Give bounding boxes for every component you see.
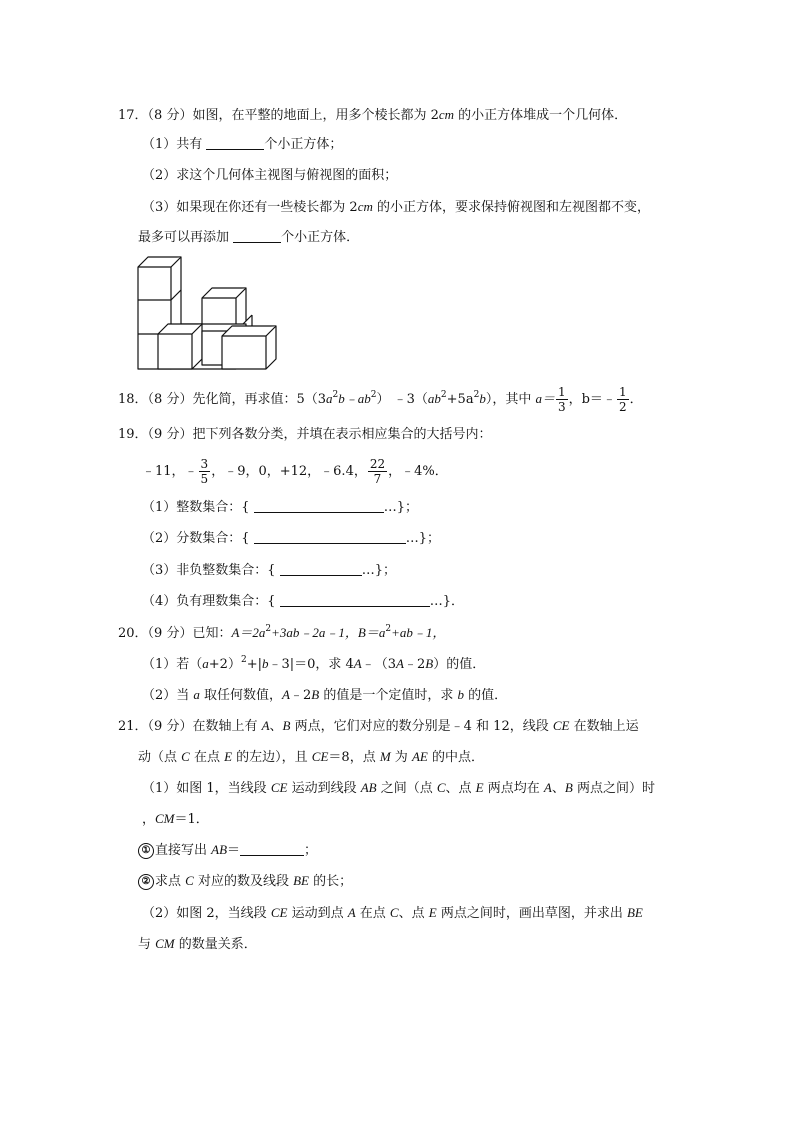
q17-part1: （1）共有 个小正方体； [142,137,343,152]
q19-set-neg-rationals: （4）负有理数集合：{ …}． [142,594,464,609]
q17-part3-cont: 最多可以再添加 个小正方体． [138,230,360,245]
q21-stem-line2: 动（点 C 在点 E 的左边），且 CE＝8，点 M 为 AE 的中点． [138,749,484,765]
q21-part1: （1）如图 1，当线段 CE 运动到线段 AB 之间（点 C、点 E 两点均在 A、B 两点之间）时 [142,780,655,796]
q19-set-fractions: （2）分数集合：{ …}； [142,531,440,546]
q19-numbers: ﹣11，﹣ $\frac{3}{5}$ ，﹣9，0，+12，﹣6.4， $\frac{22}{7}$ ，﹣4%． [142,457,448,486]
answer-blank[interactable] [233,229,281,243]
cube-stack-figure [128,255,283,373]
q19-set-integers: （1）整数集合：{ …}； [142,500,418,515]
q21-stem-line1: 21．（9 分）在数轴上有 A、B 两点，它们对应的数分别是﹣4 和 12，线段 CE 在数轴上运 [118,718,639,734]
q17-stem: 17．（8 分）如图，在平整的地面上，用多个棱长都为 2cm 的小正方体堆成一个几何体． [118,107,628,123]
q21-part2-cont: 与 CM 的数量关系． [138,936,257,952]
q21-part2: （2）如图 2，当线段 CE 运动到点 A 在点 C、点 E 两点之间时，画出草图，并求出 BE [142,905,643,921]
q21-part1-cont: ，CM＝1． [142,811,209,827]
fraction-twenty-two-sevenths: $\frac{22}{7}$ [369,457,386,486]
q19-stem: 19．（9 分）把下列各数分类，并填在表示相应集合的大括号内： [118,427,492,442]
q21-part1-sub1: ① 直接写出 AB＝ ； [138,840,317,861]
answer-blank[interactable] [280,593,430,607]
q19-set-nonneg-integers: （3）非负整数集合：{ …}； [142,563,396,578]
fraction-b: $\frac{1}{2}$ [618,385,627,414]
answer-blank[interactable] [254,530,406,544]
answer-blank[interactable] [240,842,304,856]
answer-blank[interactable] [280,562,362,576]
q20-part1: （1）若$(a+2)^2+|b﹣3|=0$，求 4A﹣（3A﹣2B）的值． [142,655,486,672]
q20-stem: 20．（9 分）已知：$A=2a^2+3ab﹣2a﹣1$，$B=a^2+ab﹣1$， [118,624,446,641]
q18-stem: 18．（8 分）先化简，再求值：$5(3a^2b﹣ab^2)$ $﹣3(ab^2+5a^2b)$，其中 a＝ $\frac{1}{3}$ ，b＝﹣ $\frac{1}{2}$ ． [118,385,643,414]
q20-part2: （2）当 a 取任何数值，A﹣2B 的值是一个定值时，求 b 的值． [142,687,508,703]
q17-part2: （2）求这个几何体主视图与俯视图的面积； [142,168,398,183]
circled-two: ② [138,874,154,890]
answer-blank[interactable] [206,136,264,150]
fraction-a: $\frac{1}{3}$ [557,385,566,414]
fraction-neg-three-fifths: $\frac{3}{5}$ [200,457,209,486]
q21-part1-sub2: ② 求点 C 对应的数及线段 BE 的长； [138,871,352,892]
q17-part3: （3）如果现在你还有一些棱长都为 2cm 的小正方体，要求保持俯视图和左视图都不变， [142,199,650,215]
circled-one: ① [138,843,154,859]
answer-blank[interactable] [254,499,384,513]
